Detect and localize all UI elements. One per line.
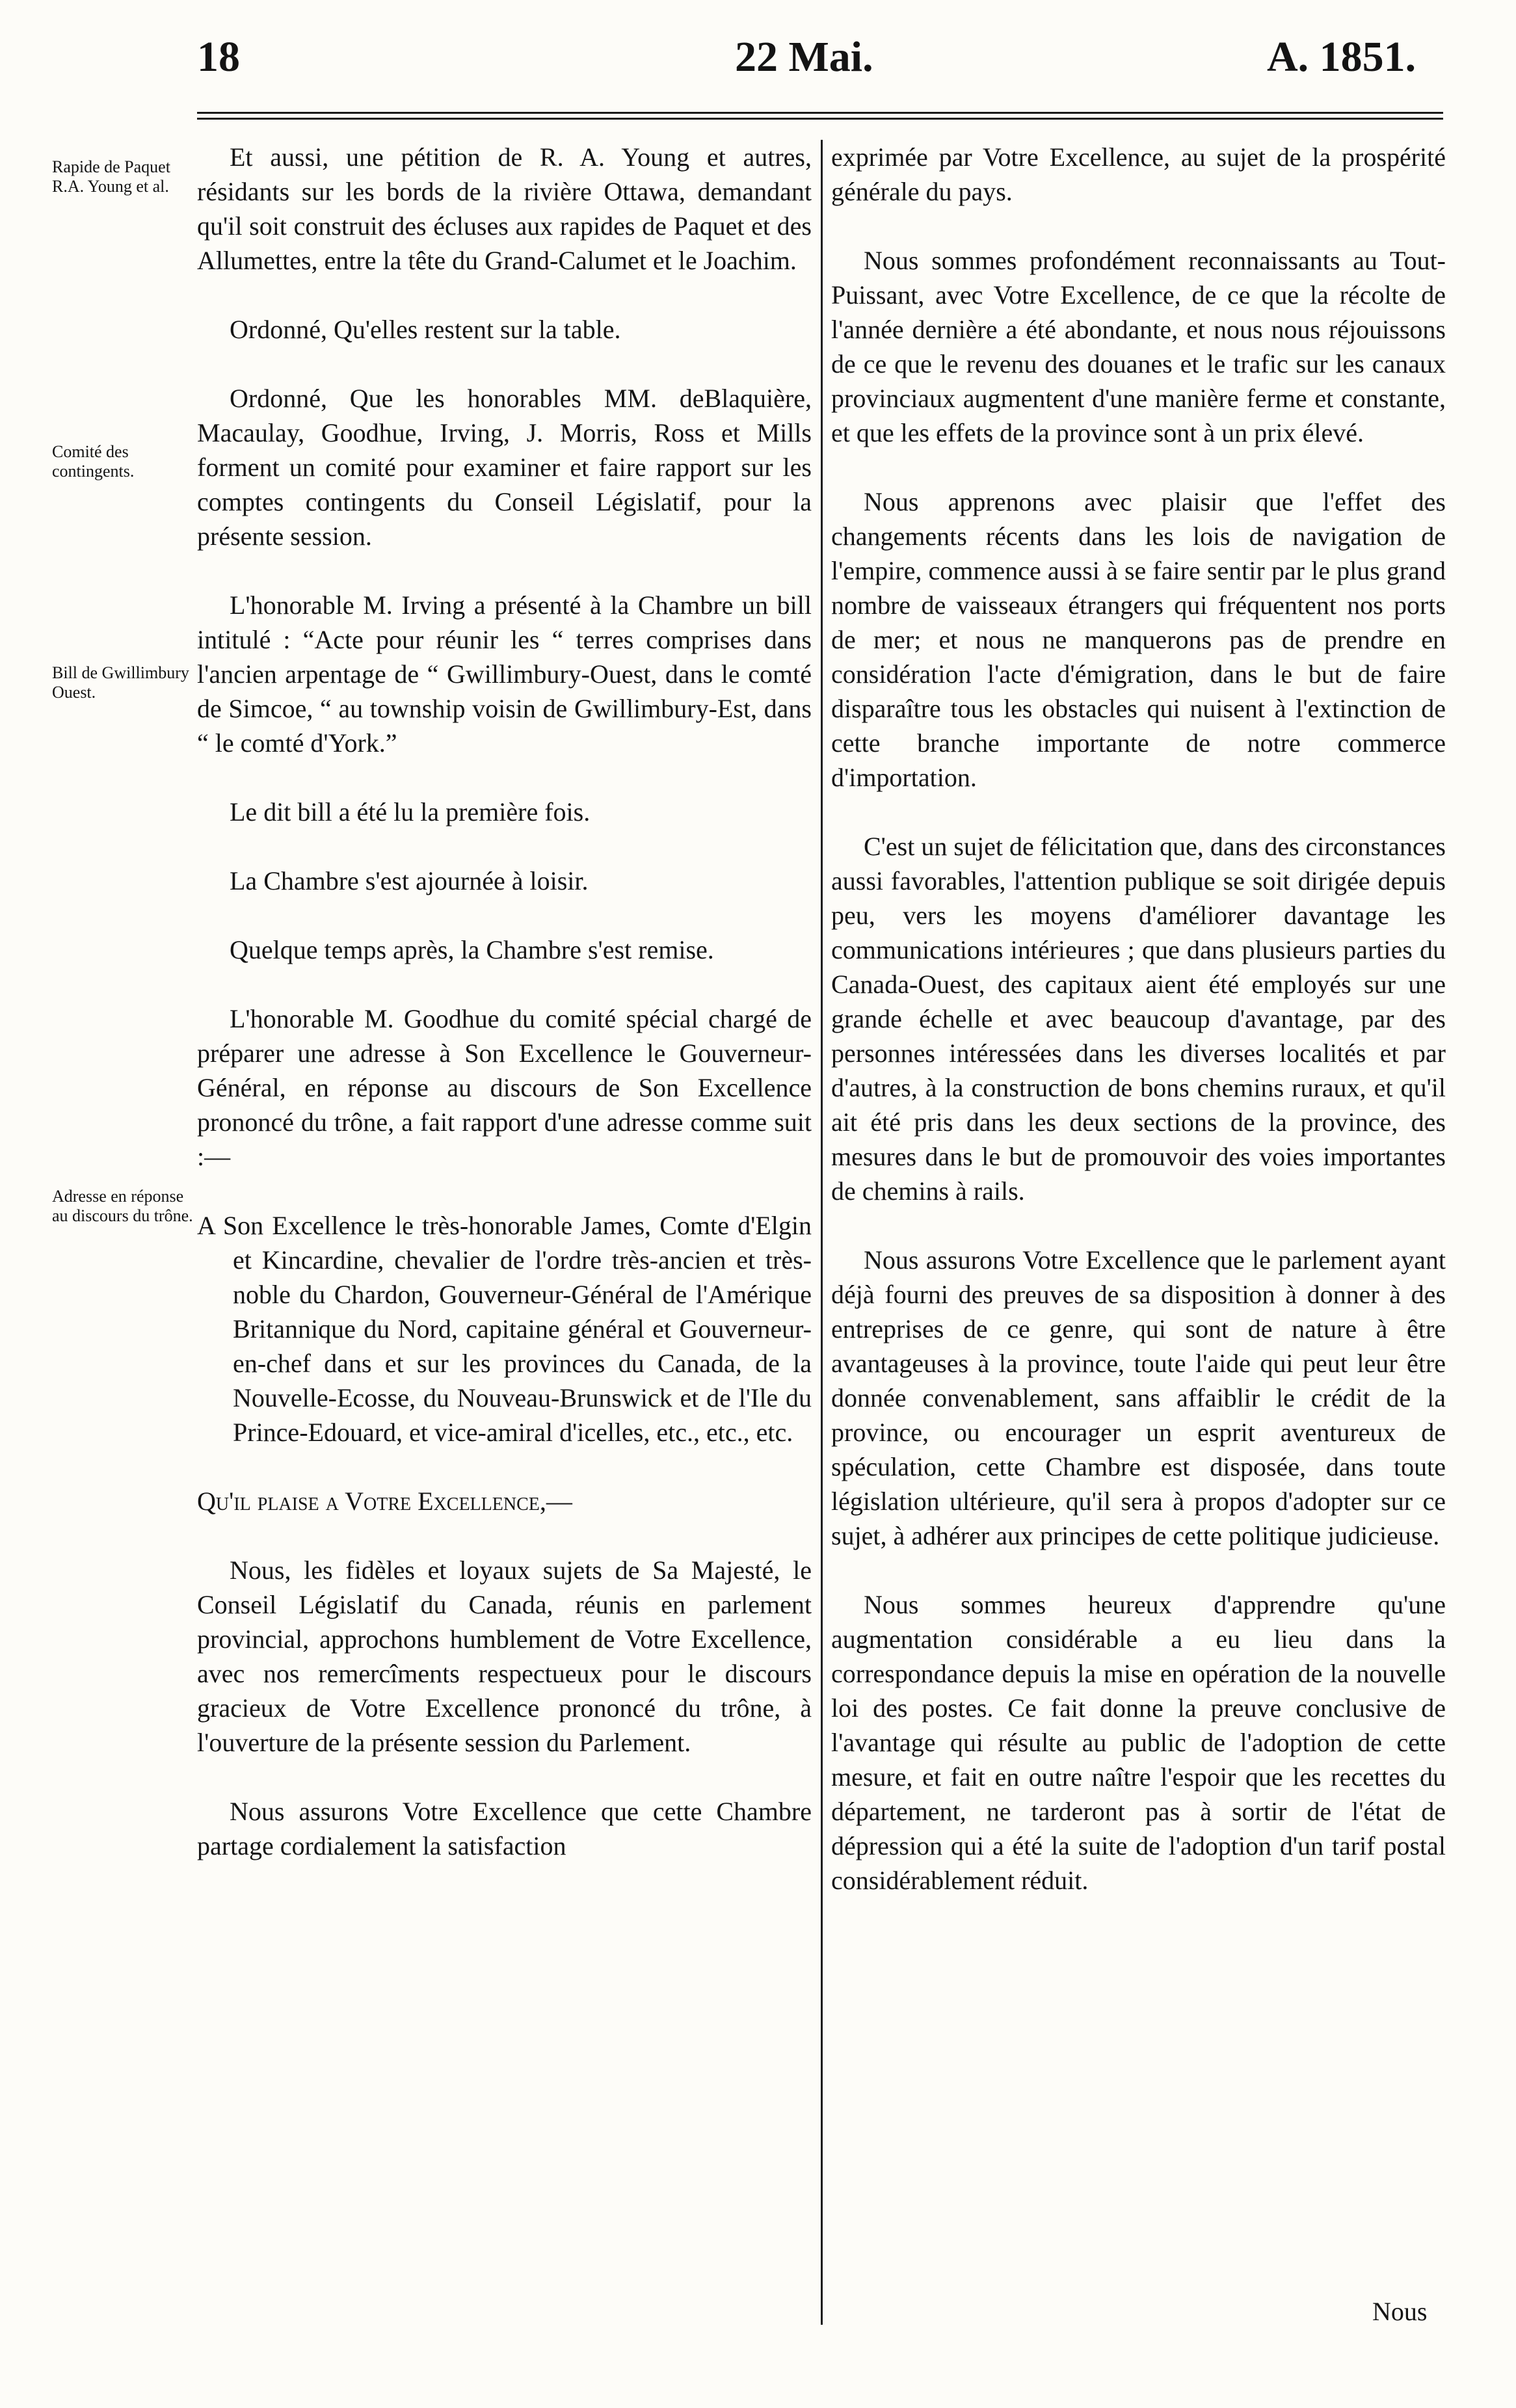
paragraph-exprimee: exprimée par Votre Excellence, au sujet de la prospérité générale du pays. xyxy=(831,142,1446,206)
paragraph-ordonne-table: Ordonné, Qu'elles restent sur la table. xyxy=(230,315,621,344)
paragraph-address-heading: A Son Excellence le très-honorable James, Comte d'Elgin et Kincardine, chevalier de l'ordre très-ancien et très-noble du Chardon, Gouverneur-Général de l'Amérique Britannique du Nord, capitaine général et Gouverneur-en-chef dans et sur les provinces du Canada, de la Nouvelle-Ecosse, du Nouveau-Brunswick et de l'Ile du Prince-Edouard, et vice-amiral d'icelles, etc., etc., etc. xyxy=(197,1211,812,1447)
header-year: A. 1851. xyxy=(1267,33,1416,81)
left-column xyxy=(197,140,812,1863)
paragraph-rapport-goodhue: L'honorable M. Goodhue du comité spécial chargé de préparer une adresse à Son Excellence le Gouverneur-Général, en réponse au discours de Son Excellence prononcé du trône, a fait rapport d'une adresse comme suit :— xyxy=(197,1004,812,1171)
margin-note-bill: Bill de Gwillimbury Ouest. xyxy=(52,663,189,702)
margin-note-comite: Comité des contingents. xyxy=(52,442,135,481)
paragraph-petition: Et aussi, une pétition de R. A. Young et autres, résidants sur les bords de la rivière Ottawa, demandant qu'il soit construit des écluses aux rapides de Paquet et des Allumettes, entre la tête du Grand-Calumet et le Joachim. xyxy=(197,142,812,275)
paragraph-postes: Nous sommes heureux d'apprendre qu'une augmentation considérable a eu lieu dans la correspondance depuis la mise en opération de la nouvelle loi des postes. Ce fait donne la preuve conclusive de l'avantage qui résulte au public de l'adoption de cette mesure, et fait en outre naître l'espoir que les recettes du département, ne tarderont pas à sortir de l'état de dépression qui a été la suite de l'adoption d'un tarif postal considérablement réduit. xyxy=(831,1590,1446,1895)
header-rule-top xyxy=(197,112,1443,114)
paragraph-reconnaissants: Nous sommes profondément reconnaissants au Tout-Puissant, avec Votre Excellence, de ce que la récolte de l'année dernière a été abondante, et nous nous réjouissons de ce que le revenu des douanes et le trafic sur les canaux provinciaux augmentent d'une manière ferme et constante, et que les effets de la province sont à un prix élevé. xyxy=(831,246,1446,447)
paragraph-salutation: Qu'il plaise a Votre Excellence,— xyxy=(197,1487,572,1516)
paragraph-nous-fideles: Nous, les fidèles et loyaux sujets de Sa Majesté, le Conseil Législatif du Canada, réunis en parlement provincial, approchons humblement de Votre Excellence, avec nos remercîments respectueux pour le discours gracieux de Votre Excellence prononcé du trône, à l'ouverture de la présente session du Parlement. xyxy=(197,1555,812,1757)
paragraph-felicitation: C'est un sujet de félicitation que, dans des circonstances aussi favorables, l'attention publique se soit dirigée depuis peu, vers les moyens d'améliorer davantage les communications intérieures ; que dans plusieurs parties du Canada-Ouest, des capitaux aient été employés sur une grande échelle et avec beaucoup d'avantage, par des personnes intéressées dans les diverses localités et par d'autres, à la construction de bons chemins ruraux, et qu'il ait été pris dans les deux sections de la province, des mesures dans le but de promouvoir des voies importantes de chemins à rails. xyxy=(831,832,1446,1206)
page-number: 18 xyxy=(197,33,240,81)
right-column xyxy=(831,140,1446,1898)
paragraph-parlement: Nous assurons Votre Excellence que le parlement ayant déjà fourni des preuves de sa disposition à donner à des entreprises de ce genre, qui sont de nature à être avantageuses à la province, toute l'aide qui peut leur être donnée convenablement, sans affaiblir le crédit de la province, ou encourager un esprit aventureux de spéculation, cette Chambre est disposée, dans toute législation ultérieure, qu'il sera à propos d'adopter sur ce sujet, à adhérer aux principes de cette politique judicieuse. xyxy=(831,1245,1446,1550)
paragraph-bill-irving: L'honorable M. Irving a présenté à la Chambre un bill intitulé : “Acte pour réunir les “ terres comprises dans l'ancien arpentage de “ Gwillimbury-Ouest, dans le comté de Simcoe, “ au township voisin de Gwillimbury-Est, dans “ le comté d'York.” xyxy=(197,590,812,758)
catchword: Nous xyxy=(1372,2297,1428,2326)
paragraph-premiere-lecture: Le dit bill a été lu la première fois. xyxy=(230,797,591,827)
paragraph-nous-assurons: Nous assurons Votre Excellence que cette Chambre partage cordialement la satisfaction xyxy=(197,1797,812,1860)
paragraph-remise: Quelque temps après, la Chambre s'est remise. xyxy=(230,935,714,964)
header-date: 22 Mai. xyxy=(735,33,873,81)
paragraph-ordonne-comite: Ordonné, Que les honorables MM. deBlaquière, Macaulay, Goodhue, Irving, J. Morris, Ross et Mills forment un comité pour examiner et faire rapport sur les comptes contingents du Conseil Législatif, pour la présente session. xyxy=(197,384,812,551)
column-divider xyxy=(821,140,823,2325)
header-rule-bottom xyxy=(197,118,1443,120)
margin-note-rapide: Rapide de Paquet R.A. Young et al. xyxy=(52,157,170,196)
paragraph-ajournee: La Chambre s'est ajournée à loisir. xyxy=(230,866,589,895)
margin-note-adresse: Adresse en réponse au discours du trône. xyxy=(52,1187,193,1225)
paragraph-navigation: Nous apprenons avec plaisir que l'effet des changements récents dans les lois de navigation de l'empire, commence aussi à se faire sentir par le plus grand nombre de vaisseaux étrangers qui fréquentent nos ports de mer; et nous ne manquerons pas de prendre en considération l'acte d'émigration, dans le but de faire disparaître tous les obstacles qui nuisent à l'extinction de cette branche importante de notre commerce d'importation. xyxy=(831,487,1446,792)
